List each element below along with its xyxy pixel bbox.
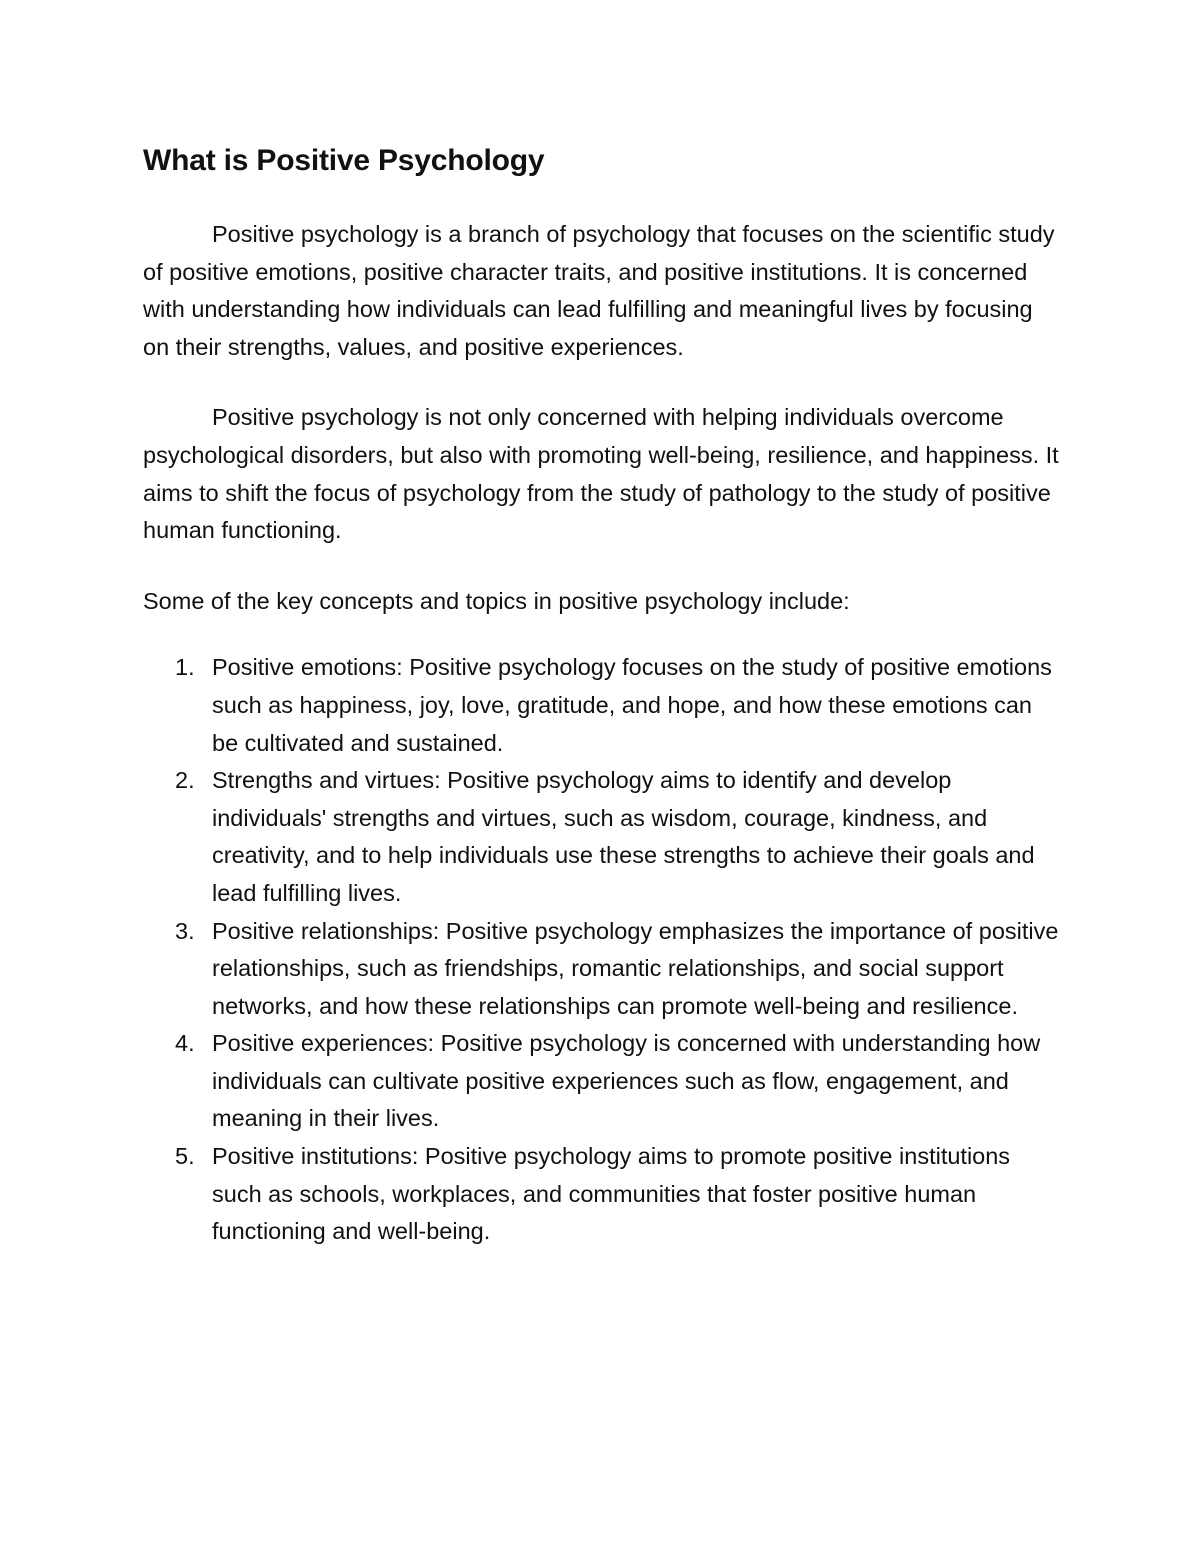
list-item bbox=[143, 1138, 1063, 1251]
list-item-number: 4. bbox=[175, 1030, 195, 1057]
list-item-text: Positive relationships: Positive psychology emphasizes the importance of positive relationships, such as friendships, romantic relationships, and social support networks, and how these relationships can promote well-being and resilience. bbox=[212, 917, 1059, 1019]
list-item-number: 5. bbox=[175, 1143, 195, 1170]
list-item-number: 3. bbox=[175, 917, 195, 944]
list-item-text: Strengths and virtues: Positive psychology aims to identify and develop individuals' strengths and virtues, such as wisdom, courage, kindness, and creativity, and to help individuals use these strengths to achieve their goals and lead fulfilling lives. bbox=[212, 767, 1035, 906]
list-item-text: Positive institutions: Positive psychology aims to promote positive institutions such as schools, workplaces, and communities that foster positive human functioning and well-being. bbox=[212, 1143, 1011, 1245]
list-item-text: Positive emotions: Positive psychology focuses on the study of positive emotions such as happiness, joy, love, gratitude, and hope, and how these emotions can be cultivated and sustained. bbox=[212, 654, 1052, 756]
list-item bbox=[143, 913, 1063, 1026]
list-intro: Some of the key concepts and topics in positive psychology include: bbox=[143, 587, 850, 614]
list-item bbox=[143, 649, 1063, 762]
paragraph-2: Positive psychology is not only concerned with helping individuals overcome psychological disorders, but also with promoting well-being, resilience, and happiness. It aims to shift the focus of psychology from the study of pathology to the study of positive human functioning. bbox=[143, 404, 1059, 544]
paragraph-1: Positive psychology is a branch of psychology that focuses on the scientific study of positive emotions, positive character traits, and positive institutions. It is concerned with understanding how individuals can lead fulfilling and meaningful lives by focusing on their strengths, values, and positive experiences. bbox=[143, 221, 1055, 360]
list-item bbox=[143, 1025, 1063, 1138]
list-item-number: 1. bbox=[175, 654, 195, 681]
document-title: What is Positive Psychology bbox=[143, 144, 545, 177]
document-page bbox=[143, 140, 1063, 1251]
list-item-text: Positive experiences: Positive psychology is concerned with understanding how individuals can cultivate positive experiences such as flow, engagement, and meaning in their lives. bbox=[212, 1030, 1041, 1132]
key-concepts-list bbox=[143, 649, 1063, 1251]
list-item bbox=[143, 762, 1063, 912]
list-item-number: 2. bbox=[175, 767, 195, 794]
